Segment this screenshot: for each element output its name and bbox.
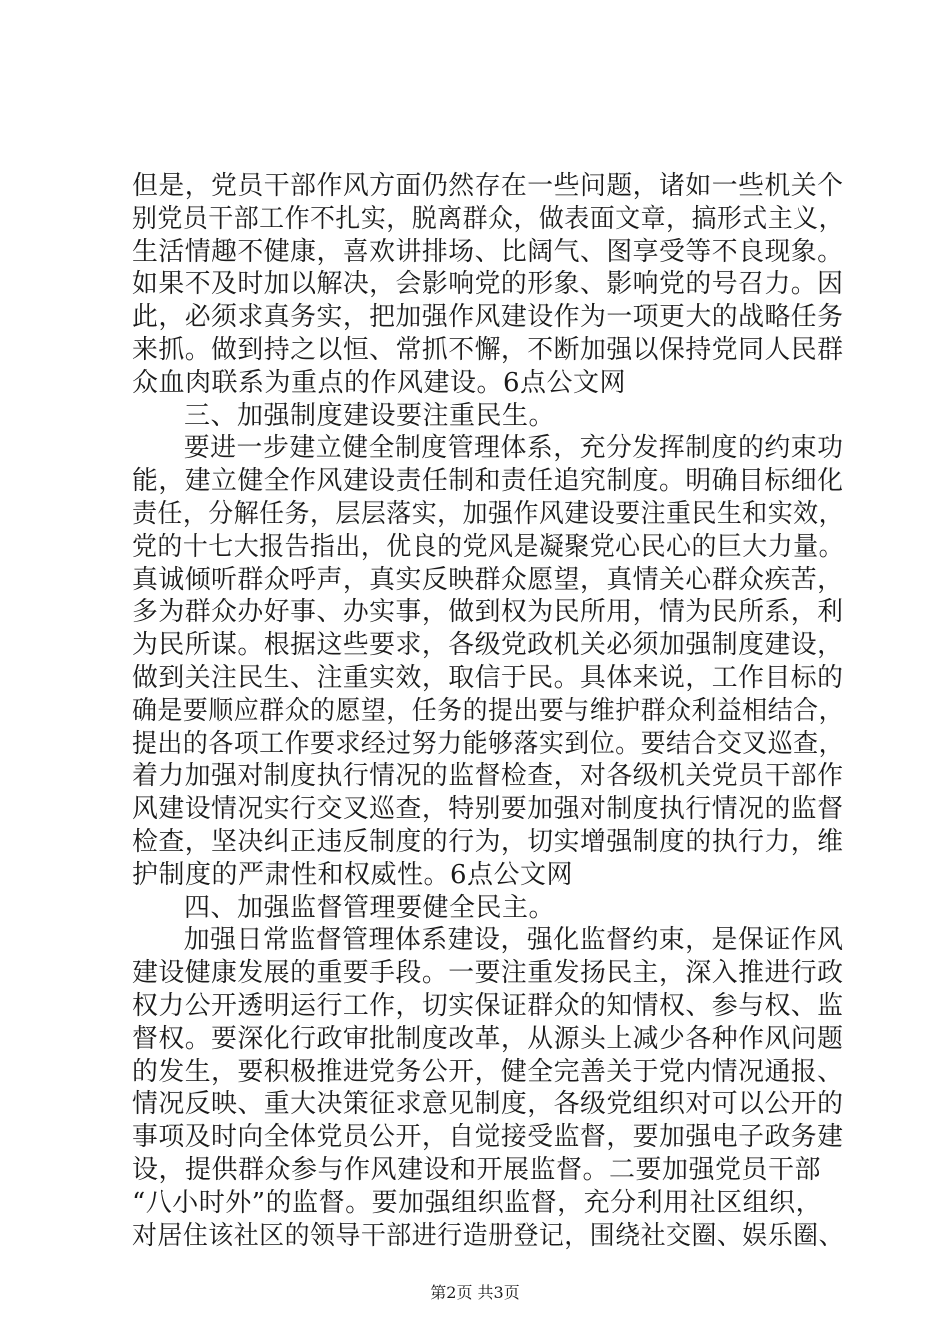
- text-line: 要进一步建立健全制度管理体系，充分发挥制度的约束功: [183, 433, 844, 464]
- text-line: 党的十七大报告指出，优良的党风是凝聚党心民心的巨大力量。: [132, 531, 845, 562]
- text-line: 督权。要深化行政审批制度改革，从源头上减少各种作风问题: [132, 1023, 844, 1054]
- text-line: 真诚倾听群众呼声，真实反映群众愿望，真情关心群众疾苦，: [132, 564, 844, 595]
- text-line: 的发生，要积极推进党务公开，健全完善关于党内情况通报、: [132, 1056, 844, 1087]
- text-line: 如果不及时加以解决，会影响党的形象、影响党的号召力。因: [132, 269, 844, 300]
- text-line: 情况反映、重大决策征求意见制度，各级党组织对可以公开的: [132, 1089, 844, 1120]
- text-line: 确是要顺应群众的愿望，任务的提出要与维护群众利益相结合，: [132, 695, 845, 726]
- text-line: “八小时外”的监督。要加强组织监督，充分利用社区组织，: [132, 1187, 823, 1218]
- text-line: 建设健康发展的重要手段。一要注重发扬民主，深入推进行政: [132, 958, 844, 989]
- text-line: 三、加强制度建设要注重民生。: [184, 400, 556, 431]
- text-line: 但是，党员干部作风方面仍然存在一些问题，诸如一些机关个: [132, 171, 844, 201]
- text-line: 加强日常监督管理体系建设，强化监督约束，是保证作风: [183, 925, 844, 956]
- text-line: 风建设情况实行交叉巡查，特别要加强对制度执行情况的监督: [132, 794, 844, 825]
- text-line: 权力公开透明运行工作，切实保证群众的知情权、参与权、监: [132, 990, 844, 1021]
- text-line: 四、加强监督管理要健全民主。: [184, 892, 556, 923]
- text-line: 为民所谋。根据这些要求，各级党政机关必须加强制度建设，: [132, 630, 844, 661]
- page-footer: 第2页 共3页: [430, 1283, 520, 1302]
- text-line: 事项及时向全体党员公开，自觉接受监督，要加强电子政务建: [132, 1122, 844, 1153]
- text-line: 能，建立健全作风建设责任制和责任追究制度。明确目标细化: [132, 466, 844, 497]
- document-body: [132, 170, 844, 1252]
- text-line: 检查，坚决纠正违反制度的行为，切实增强制度的执行力，维: [132, 826, 844, 857]
- text-line: 对居住该社区的领导干部进行造册登记，围绕社交圈、娱乐圈、: [132, 1220, 845, 1251]
- text-line: 来抓。做到持之以恒、常抓不懈，不断加强以保持党同人民群: [132, 334, 844, 365]
- text-line: 多为群众办好事、办实事，做到权为民所用，情为民所系，利: [132, 597, 844, 628]
- text-line: 设，提供群众参与作风建设和开展监督。二要加强党员干部: [132, 1154, 822, 1185]
- body-text: [132, 170, 844, 1252]
- text-line: 护制度的严肃性和权威性。6点公文网: [132, 859, 574, 890]
- text-line: 做到关注民生、注重实效，取信于民。具体来说，工作目标的: [132, 662, 844, 693]
- text-line: 责任，分解任务，层层落实，加强作风建设要注重民生和实效，: [132, 498, 845, 529]
- text-line: 着力加强对制度执行情况的监督检查，对各级机关党员干部作: [132, 761, 844, 792]
- text-line: 生活情趣不健康，喜欢讲排场、比阔气、图享受等不良现象。: [132, 236, 844, 267]
- text-line: 提出的各项工作要求经过努力能够落实到位。要结合交叉巡查，: [132, 728, 845, 759]
- text-line: 众血肉联系为重点的作风建设。6点公文网: [132, 367, 627, 398]
- text-line: 别党员干部工作不扎实，脱离群众，做表面文章，搞形式主义，: [132, 203, 845, 234]
- text-line: 此，必须求真务实，把加强作风建设作为一项更大的战略任务: [132, 302, 844, 333]
